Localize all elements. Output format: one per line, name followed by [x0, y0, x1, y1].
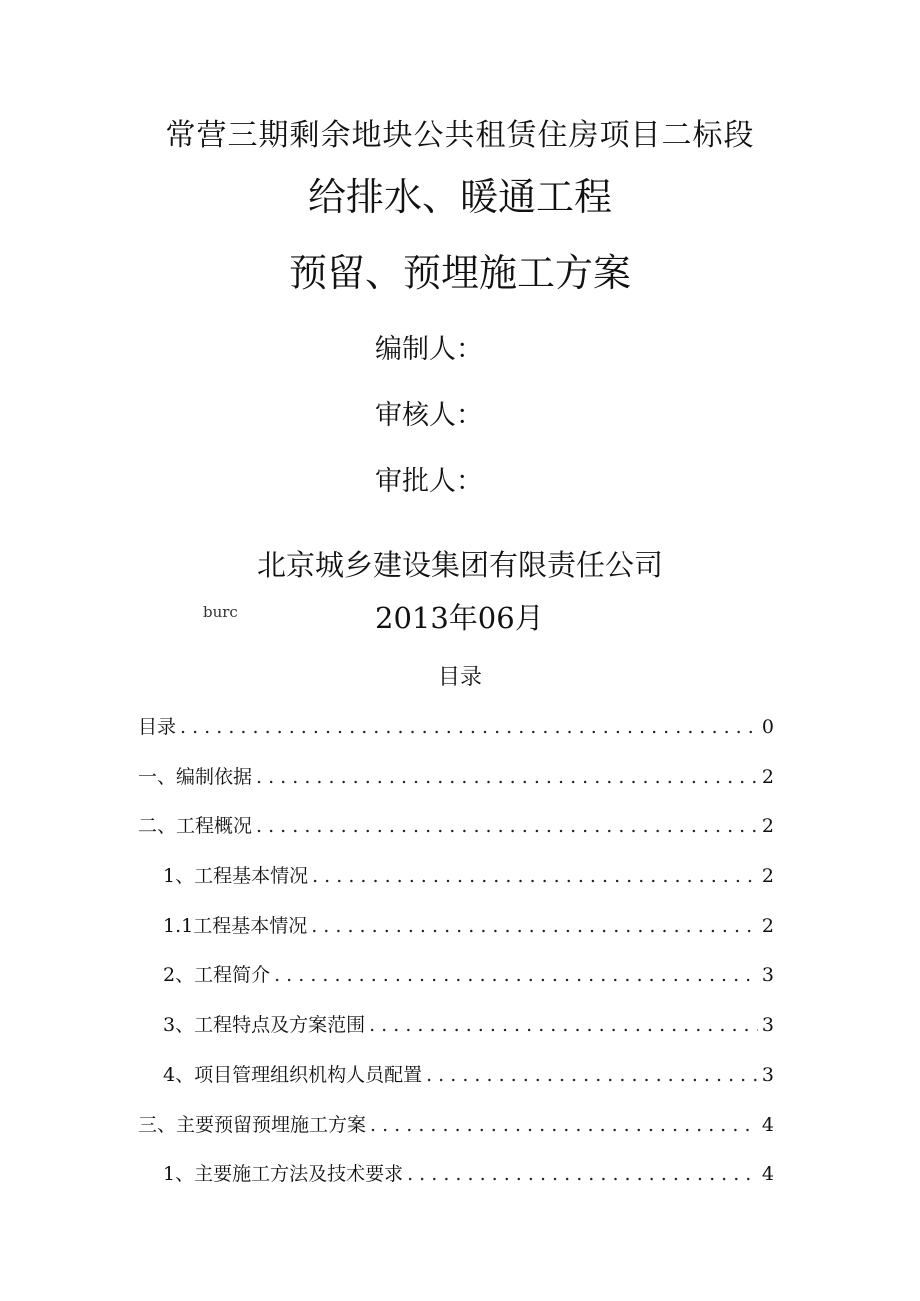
toc-leader-dots: [180, 716, 758, 738]
toc-leader-dots: [256, 815, 758, 837]
toc-entry[interactable]: [138, 811, 774, 861]
signer-approver: 审批人：: [375, 466, 483, 497]
toc-entry[interactable]: [138, 1110, 774, 1160]
toc-entry[interactable]: [138, 1159, 774, 1209]
toc-entry[interactable]: [138, 911, 774, 961]
toc-entry[interactable]: [138, 712, 774, 762]
toc-entry[interactable]: [138, 762, 774, 812]
toc-entry-label: 3、工程特点及方案范围: [163, 1014, 366, 1037]
toc-entry-page: 2: [761, 865, 774, 888]
toc-leader-dots: [311, 915, 758, 937]
toc-entry-page: 3: [761, 1063, 774, 1086]
toc-entry-label: 2、工程简介: [163, 964, 271, 987]
signer-reviewer: 审核人：: [375, 400, 483, 431]
toc-entry-label: 1、主要施工方法及技术要求: [163, 1163, 404, 1186]
toc-entry-page: 3: [761, 964, 774, 987]
toc-entry-label: 二、工程概况: [138, 815, 253, 838]
document-date: 2013年06月: [375, 601, 544, 635]
document-title-line-2: 预留、预埋施工方案: [288, 251, 631, 295]
toc-heading: 目录: [437, 665, 482, 690]
toc-leader-dots: [370, 1114, 758, 1136]
toc-leader-dots: [369, 1014, 758, 1036]
toc-entry-label: 一、编制依据: [138, 765, 253, 788]
toc-entry-page: 3: [761, 1014, 774, 1037]
toc-entry[interactable]: [138, 1060, 774, 1110]
company-name: 北京城乡建设集团有限责任公司: [256, 548, 663, 582]
toc-leader-dots: [312, 865, 758, 887]
toc-entry[interactable]: [138, 1010, 774, 1060]
document-title-line-1: 给排水、暖通工程: [307, 175, 612, 219]
toc-entry-page: 2: [761, 914, 774, 937]
toc-entry[interactable]: [138, 861, 774, 911]
toc-leader-dots: [426, 1064, 758, 1086]
toc-entry-page: 0: [761, 716, 774, 738]
toc-entry[interactable]: [138, 960, 774, 1010]
signature-block: [375, 330, 483, 528]
toc-entry-label: 1、工程基本情况: [163, 865, 309, 888]
signer-compiler: 编制人：: [375, 334, 483, 365]
toc-entry-page: 2: [761, 815, 774, 838]
toc-entry-label: 三、主要预留预埋施工方案: [138, 1113, 367, 1136]
toc-leader-dots: [274, 964, 758, 986]
toc-entry-page: 4: [761, 1113, 774, 1136]
table-of-contents: [138, 712, 774, 1209]
toc-entry-label: 4、项目管理组织机构人员配置: [163, 1063, 423, 1086]
project-name: 常营三期剩余地块公共租赁住房项目二标段: [165, 118, 755, 153]
toc-entry-label: 1.1工程基本情况: [163, 914, 308, 937]
toc-entry-page: 4: [761, 1163, 774, 1186]
toc-leader-dots: [256, 766, 758, 788]
toc-entry-label: 目录: [138, 716, 177, 738]
toc-leader-dots: [407, 1163, 758, 1185]
toc-entry-page: 2: [761, 765, 774, 788]
company-stamp-mark: burc: [203, 603, 238, 621]
